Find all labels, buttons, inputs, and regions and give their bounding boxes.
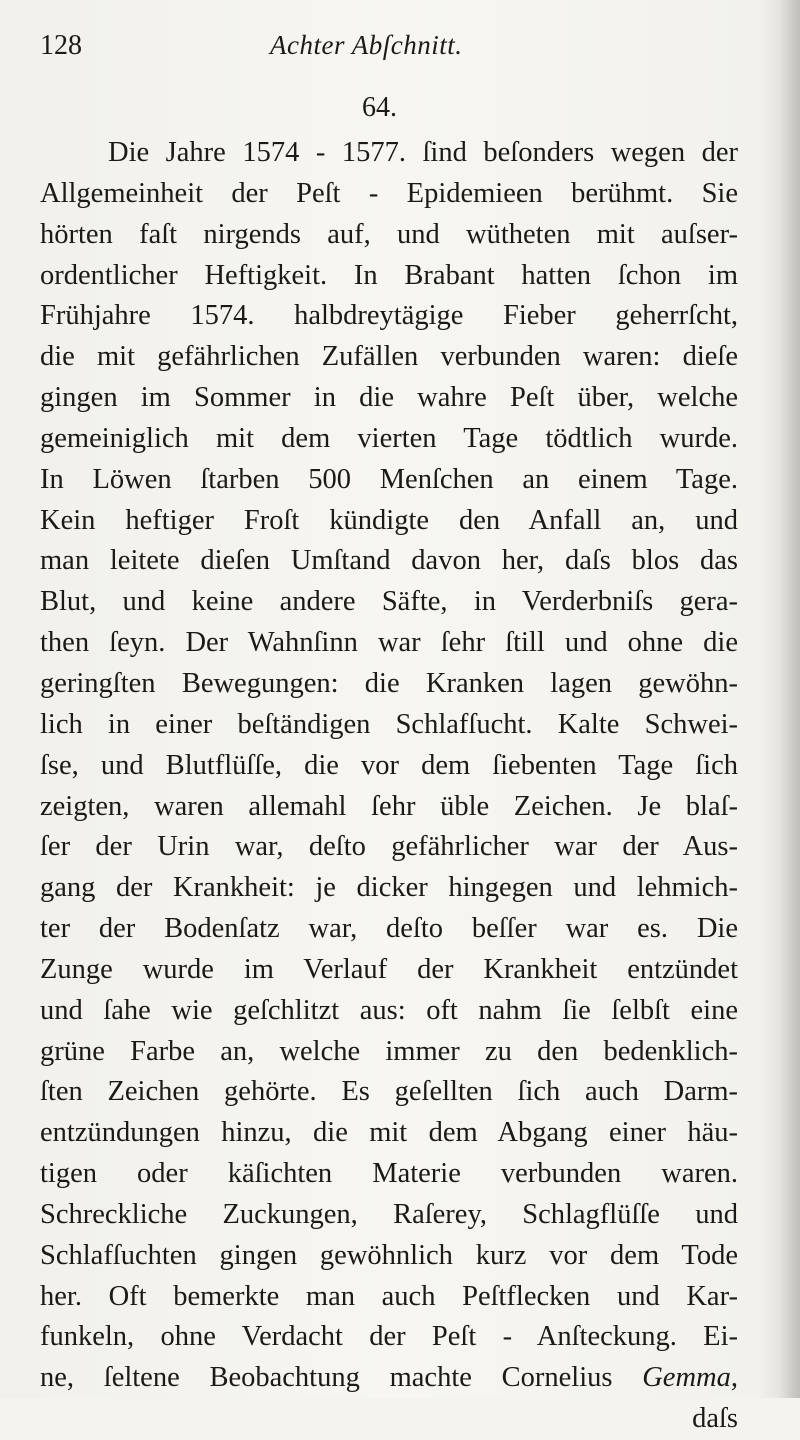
text-line: then ſeyn. Der Wahnſinn war ſehr ſtill und ohne die [40, 627, 738, 659]
text-line: Kein heftiger Froſt kündigte den Anfall an, und [40, 504, 738, 536]
text-line: zeigten, waren allemahl ſehr üble Zeichen. Je blaſ- [40, 790, 738, 822]
text-line: und ſahe wie geſchlitzt aus: oft nahm ſie ſelbſt eine [40, 994, 738, 1026]
body-text [40, 133, 738, 1440]
text-line: ter der Bodenſatz war, deſto beſſer war es. Die [40, 913, 738, 945]
page-edge-shadow [778, 0, 800, 1398]
section-number: 64. [362, 92, 397, 123]
text-line: grüne Farbe an, welche immer zu den bedenklich- [40, 1035, 738, 1067]
text-segment: ne, ſeltene Beobachtung machte Cornelius [40, 1362, 613, 1394]
text-line: Zunge wurde im Verlauf der Krankheit entzündet [40, 953, 738, 985]
text-line: Die Jahre 1574 - 1577. ſind beſonders wegen der [108, 137, 738, 168]
text-line: lich in einer beſtändigen Schlafſucht. Kalte Schwei- [40, 708, 738, 740]
text-line: ſer der Urin war, deſto gefährlicher war der Aus- [40, 831, 738, 863]
text-line: die mit gefährlichen Zufällen verbunden waren: dieſe [40, 341, 738, 373]
italic-name: Gemma, [642, 1362, 738, 1394]
text-line: hörten faſt nirgends auf, und wütheten mit auſser- [40, 218, 738, 250]
text-line: entzündungen hinzu, die mit dem Abgang einer häu- [40, 1117, 738, 1149]
text-line: Blut, und keine andere Säfte, in Verderbniſs gera- [40, 586, 738, 618]
page-number: 128 [40, 30, 82, 61]
text-line: Frühjahre 1574. halbdreytägige Fieber geherrſcht, [40, 300, 738, 332]
text-line: ſse, und Blutflüſſe, die vor dem ſiebenten Tage ſich [40, 749, 738, 781]
running-head: Achter Abſchnitt. [270, 30, 463, 60]
text-line: geringſten Bewegungen: die Kranken lagen gewöhn- [40, 667, 738, 699]
text-line: Schlafſuchten gingen gewöhnlich kurz vor dem Tode [40, 1239, 738, 1271]
text-line: Allgemeinheit der Peſt - Epidemieen berühmt. Sie [40, 177, 738, 209]
text-line: In Löwen ſtarben 500 Menſchen an einem Tage. [40, 463, 738, 495]
text-line: gingen im Sommer in die wahre Peſt über, welche [40, 382, 738, 414]
page-header [40, 30, 740, 74]
text-line: ſten Zeichen gehörte. Es geſellten ſich auch Darm- [40, 1076, 738, 1108]
text-line: Schreckliche Zuckungen, Raſerey, Schlagflüſſe und [40, 1198, 738, 1230]
text-line-with-italic [40, 1358, 738, 1399]
text-line: funkeln, ohne Verdacht der Peſt - Anſteckung. Ei- [40, 1321, 738, 1353]
text-line: gemeiniglich mit dem vierten Tage tödtlich wurde. [40, 422, 738, 454]
text-line: man leitete dieſen Umſtand davon her, daſs blos das [40, 545, 738, 577]
text-line: tigen oder käſichten Materie verbunden waren. [40, 1158, 738, 1190]
text-line: her. Oft bemerkte man auch Peſtflecken und Kar- [40, 1280, 738, 1312]
catchword: daſs [692, 1403, 738, 1435]
text-line: ordentlicher Heftigkeit. In Brabant hatten ſchon im [40, 259, 738, 291]
text-line: gang der Krankheit: je dicker hingegen und lehmich- [40, 872, 738, 904]
